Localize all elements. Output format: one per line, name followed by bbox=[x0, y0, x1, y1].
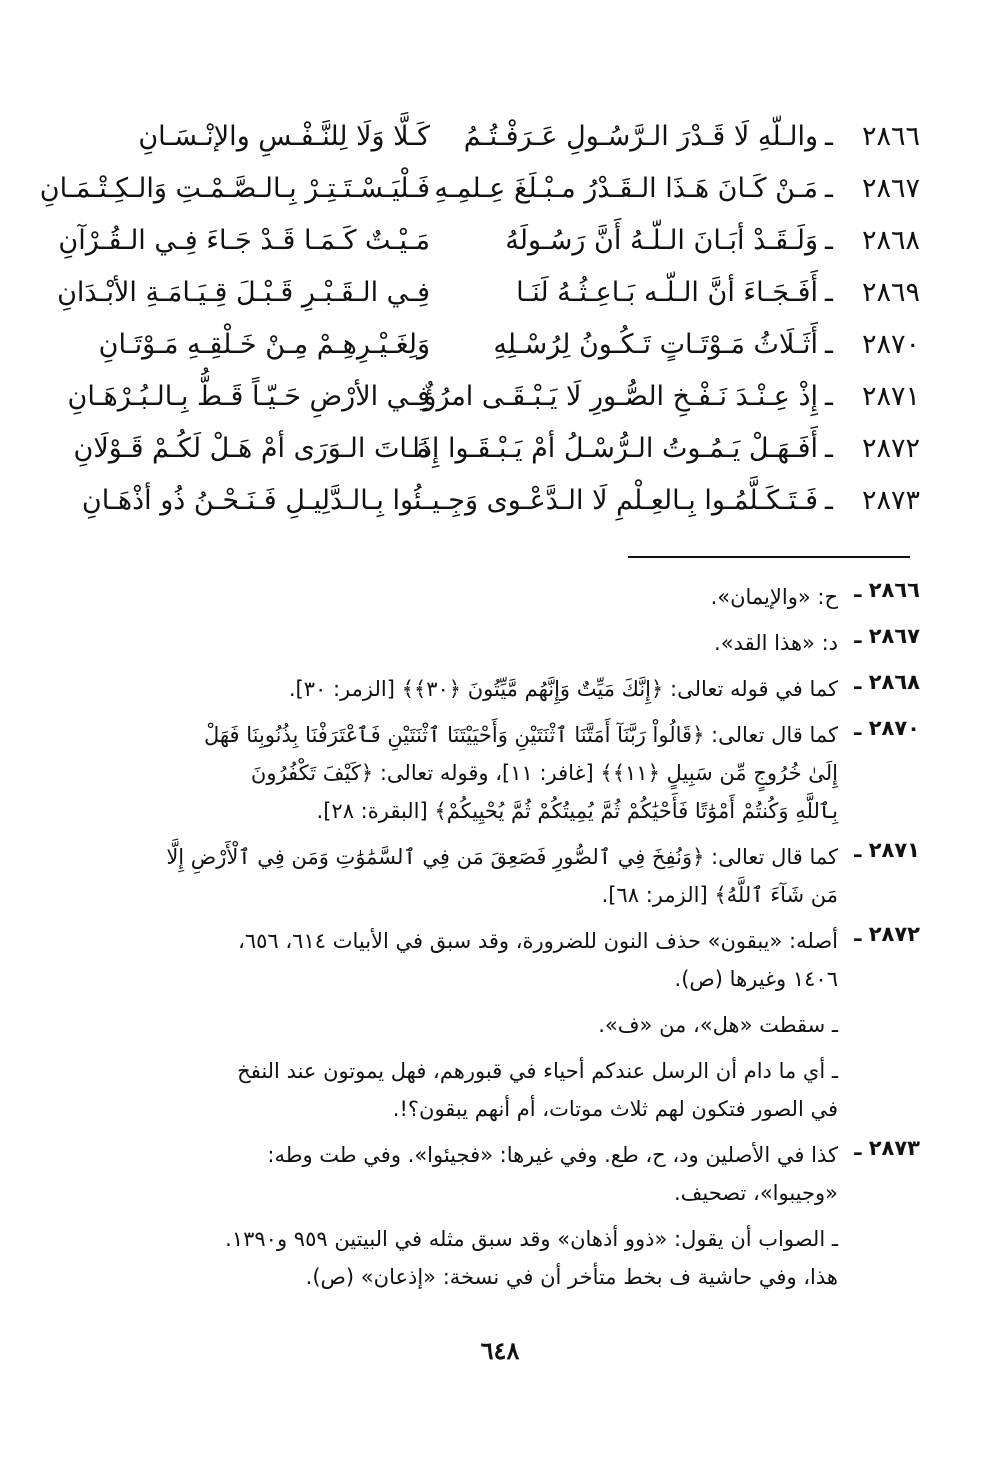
verse-dash: ـ bbox=[825, 120, 833, 152]
footnote-separator bbox=[628, 556, 910, 558]
verse-line bbox=[40, 422, 920, 474]
footnote-text bbox=[70, 1052, 838, 1128]
footnote bbox=[70, 578, 920, 616]
footnote-line: ـ سقطت «هل»، من «ف». bbox=[598, 1013, 838, 1037]
verse-first-hemistich: مَـنْ كَـانَ هَـذَا الـقَـدْرُ مـبْـلَغَ عِـلمِـهِ bbox=[434, 172, 818, 204]
verse-dash: ـ bbox=[825, 380, 833, 412]
verse-first-hemistich: أَثَـلَاثُ مَـوْتَـاتٍ تَـكُـونُ لِرُسْـلِهِ bbox=[493, 328, 818, 360]
footnote-number: ٢٨٦٦ ـ bbox=[854, 578, 920, 602]
verse-dash: ـ bbox=[825, 172, 833, 204]
footnote bbox=[70, 838, 920, 914]
footnote-line: كما قال تعالى: ﴿قَالُواْ رَبَّنَآ أَمَتَّنَا ٱثْنَتَيْنِ وَأَحْيَيْتَنَا ٱثْنَتَيْنِ فَٱعْتَرَفْنَا بِذُنُوبِنَا فَهَلْ bbox=[203, 723, 838, 747]
footnote-continuation bbox=[70, 1052, 838, 1128]
verse-number: ٢٨٦٦ bbox=[861, 120, 920, 152]
verse-second-hemistich: وَلِغَـيْـرِهِـمْ مِـنْ خَـلْقِـهِ مَـوْتَـانِ bbox=[98, 328, 430, 360]
verse-first-hemistich: إِذْ عِـنْـدَ نَـفْـخِ الصُّـورِ لَا يَـبْـقَـى امرُؤٌ bbox=[423, 380, 818, 412]
footnote-text bbox=[70, 670, 838, 708]
poem-verses bbox=[40, 110, 920, 526]
footnote-line: كما في قوله تعالى: ﴿إِنَّكَ مَيِّتٌ وَإِنَّهُم مَّيِّتُونَ ﴿٣٠﴾﴾ [الزمر: ٣٠]. bbox=[288, 677, 838, 701]
verse-line bbox=[40, 370, 920, 422]
footnote-line: ١٤٠٦ وغيرها (ص). bbox=[674, 967, 838, 991]
footnote-line: أصله: «يبقون» حذف النون للضرورة، وقد سبق في الأبيات ٦١٤، ٦٥٦، bbox=[238, 929, 838, 953]
verse-number: ٢٨٦٩ bbox=[861, 276, 920, 308]
verse-first-hemistich: وَلَـقَـدْ أبَـانَ الـلّـهُ أَنَّ رَسُـولَهُ bbox=[505, 224, 818, 256]
verse-dash: ـ bbox=[825, 484, 833, 516]
footnote-number: ٢٨٧١ ـ bbox=[854, 838, 920, 862]
footnote-text bbox=[70, 1136, 838, 1212]
footnote-text bbox=[70, 922, 838, 998]
footnote-continuation bbox=[70, 1220, 838, 1296]
verse-second-hemistich: فَـلْيَـسْـتَـتِـرْ بِـالـصَّـمْـتِ وَالـكِـتْـمَـانِ bbox=[39, 172, 430, 204]
footnote-text bbox=[70, 716, 838, 830]
footnote-number: ٢٨٦٧ ـ bbox=[854, 624, 920, 648]
footnote-line: ـ أي ما دام أن الرسل عندكم أحياء في قبورهم، فهل يموتون عند النفخ bbox=[237, 1059, 838, 1083]
verse-line bbox=[40, 266, 920, 318]
footnote-line: د: «هذا القد». bbox=[714, 631, 838, 655]
footnote-text bbox=[70, 578, 838, 616]
footnote bbox=[70, 1136, 920, 1212]
verse-line bbox=[40, 214, 920, 266]
footnote-number: ٢٨٦٨ ـ bbox=[854, 670, 920, 694]
verse-first-hemistich: والـلّهِ لَا قَـدْرَ الـرَّسُـولِ عَـرَفْـتُـمُ bbox=[463, 120, 818, 152]
verse-number: ٢٨٧١ bbox=[861, 380, 920, 412]
footnote bbox=[70, 670, 920, 708]
verse-first-hemistich: أَفَـهَـلْ يَـمُـوتُ الـرُّسْـلُ أمْ يَـبْـقَـوا إِذَا bbox=[412, 432, 818, 464]
footnote-text bbox=[70, 624, 838, 662]
footnote-line: في الصور فتكون لهم ثلاث موتات، أم أنهم يبقون؟!. bbox=[392, 1097, 838, 1121]
footnote-line: إِلَىٰ خُرُوجٍ مِّن سَبِيلٍ ﴿١١﴾﴾ [غافر: ١١]، وقوله تعالى: ﴿كَيْفَ تَكْفُرُونَ bbox=[250, 761, 838, 785]
verse-line bbox=[40, 318, 920, 370]
verse-line bbox=[40, 162, 920, 214]
verse-first-hemistich: أَفَـجَـاءَ أنَّ الـلّـه بَـاعِـثُـهُ لَنَـا bbox=[516, 276, 818, 308]
page-number: ٦٤٨ bbox=[480, 1336, 520, 1365]
verse-second-hemistich: ـئُوا بِـالـدَّلِيـلِ فَـنَـحْـنُ ذُو أذْهَـانِ bbox=[81, 484, 430, 516]
footnote bbox=[70, 922, 920, 998]
footnote-line: «وجيبوا»، تصحيف. bbox=[674, 1181, 838, 1205]
verse-second-hemistich: مَـيْـتٌ كَـمَـا قَـدْ جَـاءَ فِـي الـقُـرْآنِ bbox=[58, 224, 430, 256]
verse-number: ٢٨٧٢ bbox=[861, 432, 920, 464]
verse-second-hemistich: كَـلَّا وَلَا لِلنَّـفْـسِ والإنْـسَـانِ bbox=[138, 120, 430, 152]
footnote-text bbox=[70, 838, 838, 914]
verse-line bbox=[40, 110, 920, 162]
verse-dash: ـ bbox=[825, 432, 833, 464]
verse-dash: ـ bbox=[825, 276, 833, 308]
footnote-continuation bbox=[70, 1006, 838, 1044]
verse-second-hemistich: فِـي الأرْضِ حَـيّـاً قَـطُّ بِـالـبُـرْهَـانِ bbox=[67, 380, 430, 412]
footnote-text bbox=[70, 1220, 838, 1296]
verse-number: ٢٨٦٧ bbox=[861, 172, 920, 204]
footnote-text bbox=[70, 1006, 838, 1044]
footnote-number: ٢٨٧٠ ـ bbox=[854, 716, 920, 740]
verse-dash: ـ bbox=[825, 224, 833, 256]
footnote bbox=[70, 624, 920, 662]
footnote-line: ـ الصواب أن يقول: «ذوو أذهان» وقد سبق مثله في البيتين ٩٥٩ و١٣٩٠. bbox=[225, 1227, 838, 1251]
footnote-line: ح: «والإيمان». bbox=[710, 585, 838, 609]
footnote-line: كما قال تعالى: ﴿وَنُفِخَ فِي ٱلصُّورِ فَصَعِقَ مَن فِي ٱلسَّمَٰوَٰتِ وَمَن فِي ٱلْأَرْضِ إِلَّا bbox=[166, 845, 838, 869]
verse-line bbox=[40, 474, 920, 526]
footnote-line: هذا، وفي حاشية ف بخط متأخر أن في نسخة: «إذعان» (ص). bbox=[305, 1265, 838, 1289]
verse-number: ٢٨٧٠ bbox=[861, 328, 920, 360]
footnotes bbox=[70, 578, 920, 1304]
verse-second-hemistich: فِـي الـقَـبْـرِ قَـبْـلَ قِـيَـامَـةِ الأبْـدَانِ bbox=[57, 276, 430, 308]
footnote-line: كذا في الأصلين ود، ح، طع. وفي غيرها: «فجيئوا». وفي طت وطه: bbox=[267, 1143, 838, 1167]
footnote-line: مَن شَآءَ ٱللَّهُ﴾ [الزمر: ٦٨]. bbox=[601, 883, 838, 907]
footnote-line: بِٱللَّهِ وَكُنتُمْ أَمْوَٰتًا فَأَحْيَٰكُمْ ثُمَّ يُمِيتُكُمْ ثُمَّ يُحْيِيكُمْ﴾ [البقرة: ٢٨]. bbox=[316, 799, 838, 823]
verse-first-hemistich: فَـتَـكَـلَّمُـوا بِـالعِـلْمِ لَا الـدَّعْـوى وَجِـيـ bbox=[424, 484, 818, 516]
verse-number: ٢٨٦٨ bbox=[861, 224, 920, 256]
footnote-number: ٢٨٧٣ ـ bbox=[854, 1136, 920, 1160]
verse-number: ٢٨٧٣ bbox=[861, 484, 920, 516]
footnote bbox=[70, 716, 920, 830]
verse-dash: ـ bbox=[825, 328, 833, 360]
verse-second-hemistich: مَـاتَ الـوَرَى أمْ هَـلْ لَكُـمْ قَـوْلَانِ bbox=[73, 432, 430, 464]
footnote-number: ٢٨٧٢ ـ bbox=[854, 922, 920, 946]
